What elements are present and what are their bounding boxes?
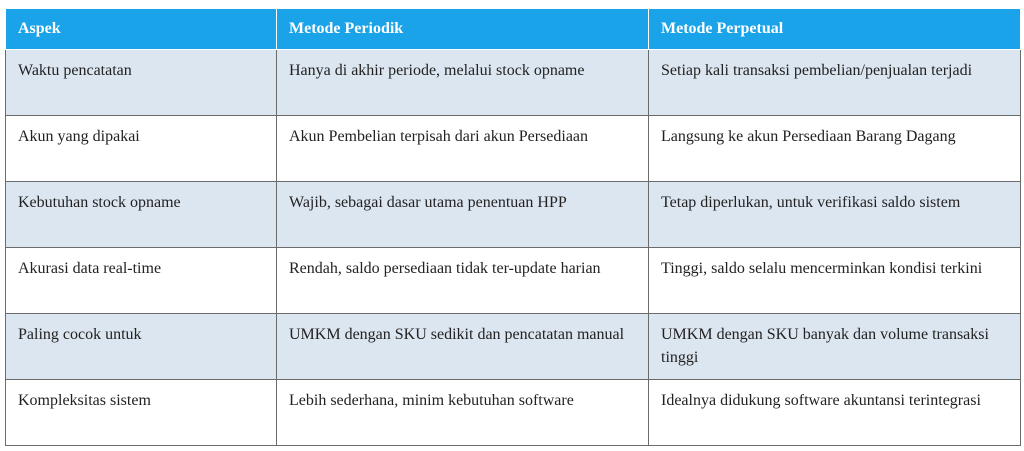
table-body [6, 50, 1021, 446]
table-header [6, 9, 1021, 50]
cell-perpetual: Langsung ke akun Persediaan Barang Dagang [649, 116, 1021, 182]
cell-periodik: Lebih sederhana, minim kebutuhan software [277, 380, 649, 446]
cell-perpetual: UMKM dengan SKU banyak dan volume transaksi tinggi [649, 314, 1021, 380]
cell-aspek: Akun yang dipakai [6, 116, 277, 182]
header-metode-perpetual: Metode Perpetual [649, 9, 1021, 50]
cell-aspek: Kebutuhan stock opname [6, 182, 277, 248]
cell-aspek: Waktu pencatatan [6, 50, 277, 116]
header-row [6, 9, 1021, 50]
cell-perpetual: Tetap diperlukan, untuk verifikasi saldo sistem [649, 182, 1021, 248]
table-row [6, 116, 1021, 182]
table-row [6, 248, 1021, 314]
header-aspek: Aspek [6, 9, 277, 50]
table-row [6, 380, 1021, 446]
cell-aspek: Kompleksitas sistem [6, 380, 277, 446]
cell-perpetual: Setiap kali transaksi pembelian/penjualan terjadi [649, 50, 1021, 116]
cell-periodik: Wajib, sebagai dasar utama penentuan HPP [277, 182, 649, 248]
cell-periodik: Rendah, saldo persediaan tidak ter-update harian [277, 248, 649, 314]
comparison-table [5, 8, 1021, 446]
table-row [6, 314, 1021, 380]
comparison-table-container [5, 8, 1020, 446]
cell-perpetual: Idealnya didukung software akuntansi terintegrasi [649, 380, 1021, 446]
cell-periodik: Hanya di akhir periode, melalui stock opname [277, 50, 649, 116]
table-row [6, 182, 1021, 248]
cell-aspek: Paling cocok untuk [6, 314, 277, 380]
table-row [6, 50, 1021, 116]
cell-aspek: Akurasi data real-time [6, 248, 277, 314]
cell-perpetual: Tinggi, saldo selalu mencerminkan kondisi terkini [649, 248, 1021, 314]
cell-periodik: UMKM dengan SKU sedikit dan pencatatan manual [277, 314, 649, 380]
cell-periodik: Akun Pembelian terpisah dari akun Persediaan [277, 116, 649, 182]
header-metode-periodik: Metode Periodik [277, 9, 649, 50]
